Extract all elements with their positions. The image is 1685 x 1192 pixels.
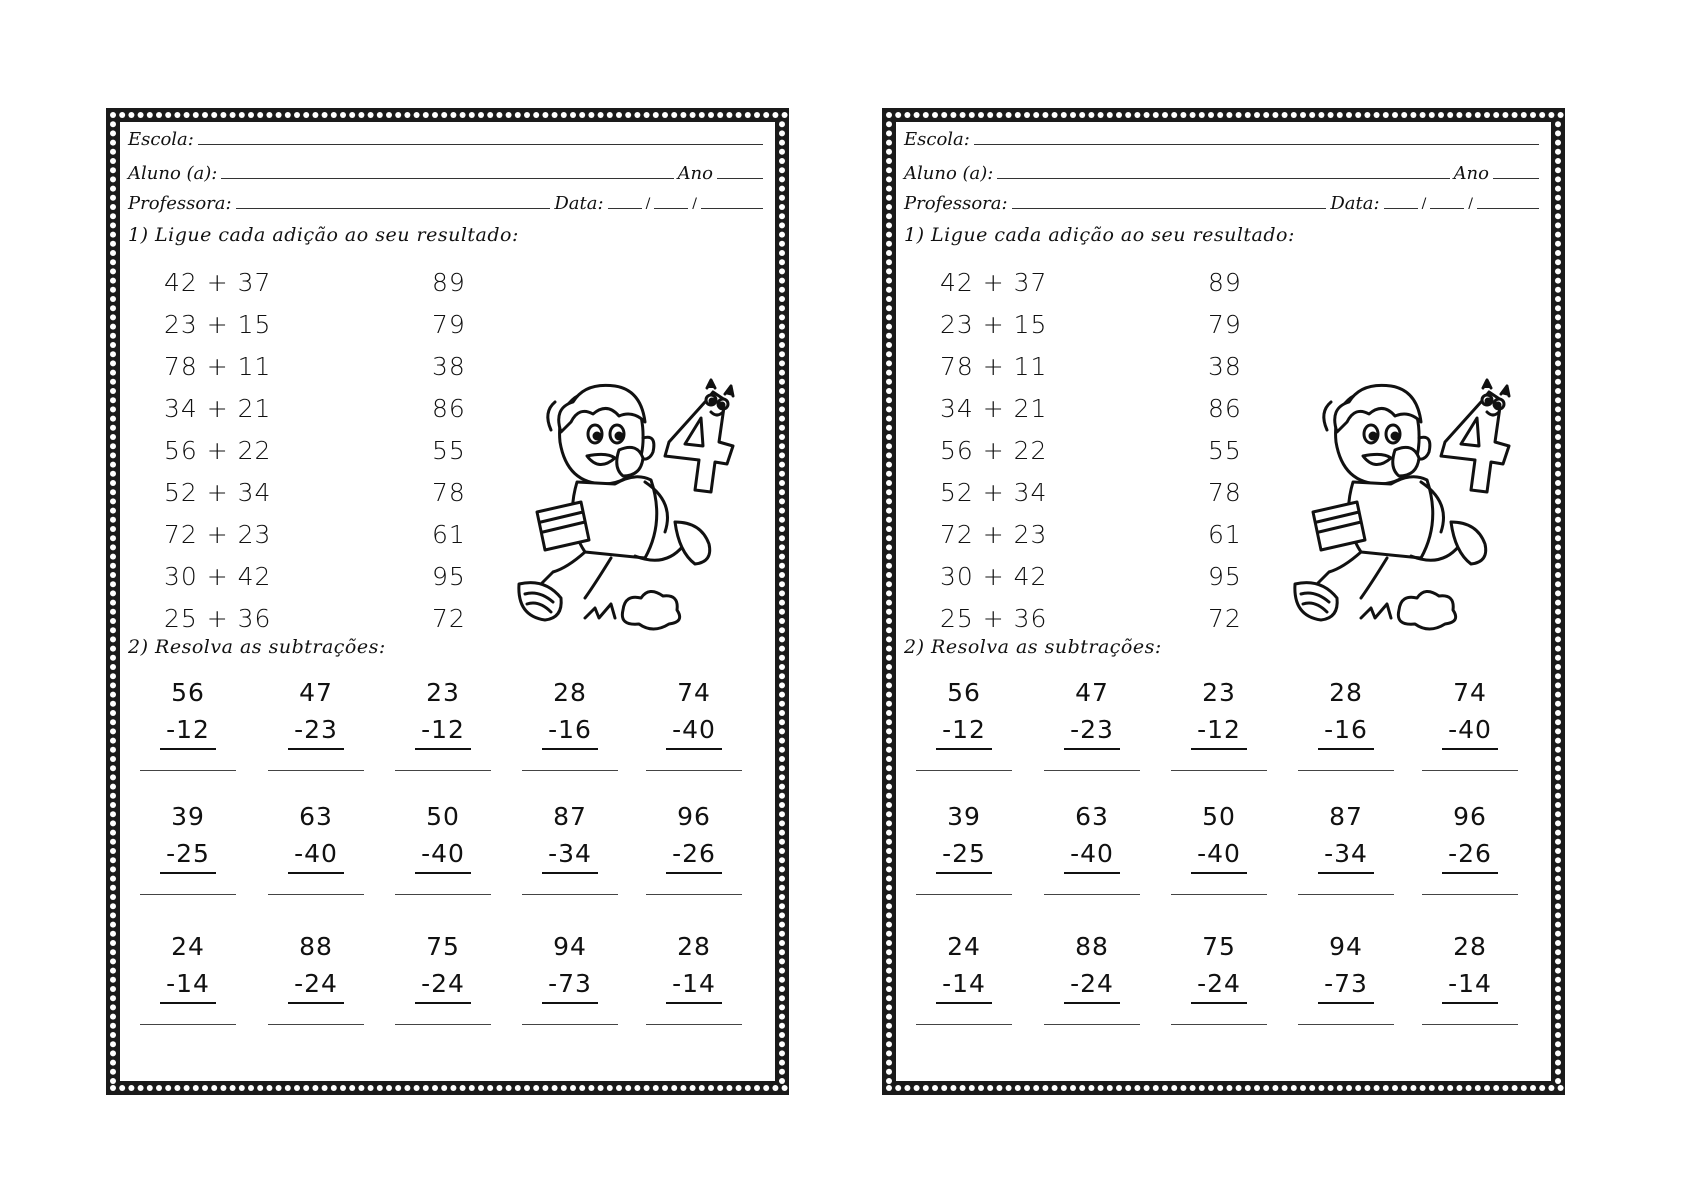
- minuend: 23: [1202, 678, 1236, 707]
- subtraction-problem: [1171, 674, 1267, 750]
- subtraction-problem: [1298, 798, 1394, 874]
- date-label: Data:: [1330, 193, 1380, 214]
- school-input-line[interactable]: [198, 144, 763, 145]
- student-label: Aluno (a):: [904, 163, 994, 184]
- addition-item[interactable]: 78 + 11: [164, 352, 272, 381]
- result-item[interactable]: 61: [1208, 520, 1242, 549]
- subtrahend: -26: [1442, 836, 1498, 874]
- minuend: 56: [171, 678, 205, 707]
- subtrahend: -40: [1442, 712, 1498, 750]
- addition-item[interactable]: 56 + 22: [940, 436, 1048, 465]
- worksheet-left: [106, 108, 789, 1095]
- subtraction-problem: [522, 798, 618, 874]
- results-column: [1208, 262, 1268, 640]
- school-label: Escola:: [904, 129, 970, 150]
- exercise1-instruction: 1) Ligue cada adição ao seu resultado:: [128, 224, 519, 246]
- result-item[interactable]: 95: [1208, 562, 1242, 591]
- subtraction-problem: [916, 674, 1012, 750]
- subtrahend: -34: [542, 836, 598, 874]
- minuend: 74: [677, 678, 711, 707]
- answer-line[interactable]: [268, 1024, 364, 1025]
- answer-line[interactable]: [1298, 1024, 1394, 1025]
- minuend: 24: [947, 932, 981, 961]
- student-field: [128, 156, 767, 184]
- result-item[interactable]: 86: [1208, 394, 1242, 423]
- subtrahend: -23: [288, 712, 344, 750]
- subtrahend: -25: [160, 836, 216, 874]
- minuend: 63: [1075, 802, 1109, 831]
- subtraction-problem: [140, 674, 236, 750]
- subtrahend: -73: [1318, 966, 1374, 1004]
- minuend: 88: [1075, 932, 1109, 961]
- minuend: 63: [299, 802, 333, 831]
- exercise2-instruction: 2) Resolva as subtrações:: [904, 636, 1162, 658]
- minuend: 75: [426, 932, 460, 961]
- teacher-field: [128, 186, 767, 214]
- answer-line[interactable]: [395, 770, 491, 771]
- result-item[interactable]: 38: [432, 352, 466, 381]
- subtraction-problem: [140, 928, 236, 1004]
- addition-item[interactable]: 25 + 36: [164, 604, 272, 633]
- subtraction-row: [916, 928, 1535, 1048]
- subtrahend: -24: [1064, 966, 1120, 1004]
- teacher-field: [904, 186, 1543, 214]
- answer-line[interactable]: [268, 894, 364, 895]
- subtraction-problem: [646, 928, 742, 1004]
- date-year-line[interactable]: [701, 208, 763, 209]
- minuend: 50: [1202, 802, 1236, 831]
- worksheet-right: [882, 108, 1565, 1095]
- subtraction-problem: [522, 674, 618, 750]
- subtrahend: -12: [415, 712, 471, 750]
- subtraction-problem: [1422, 928, 1518, 1004]
- minuend: 47: [1075, 678, 1109, 707]
- result-item[interactable]: 38: [1208, 352, 1242, 381]
- date-separator: /: [692, 196, 697, 212]
- subtrahend: -40: [1064, 836, 1120, 874]
- minuend: 39: [171, 802, 205, 831]
- answer-line[interactable]: [395, 1024, 491, 1025]
- student-label: Aluno (a):: [128, 163, 218, 184]
- minuend: 24: [171, 932, 205, 961]
- subtraction-problem: [395, 928, 491, 1004]
- minuend: 88: [299, 932, 333, 961]
- exercise1-instruction: 1) Ligue cada adição ao seu resultado:: [904, 224, 1295, 246]
- date-year-line[interactable]: [1477, 208, 1539, 209]
- minuend: 96: [677, 802, 711, 831]
- subtrahend: -12: [160, 712, 216, 750]
- minuend: 39: [947, 802, 981, 831]
- student-input-line[interactable]: [997, 178, 1449, 179]
- answer-line[interactable]: [646, 1024, 742, 1025]
- addition-item[interactable]: 34 + 21: [164, 394, 272, 423]
- exercise2-instruction: 2) Resolva as subtrações:: [128, 636, 386, 658]
- answer-line[interactable]: [522, 1024, 618, 1025]
- subtraction-row: [916, 674, 1535, 794]
- answer-line[interactable]: [646, 770, 742, 771]
- answer-line[interactable]: [1171, 1024, 1267, 1025]
- subtraction-problem: [646, 798, 742, 874]
- result-item[interactable]: 78: [432, 478, 466, 507]
- school-field: [128, 122, 767, 150]
- result-item[interactable]: 72: [432, 604, 466, 633]
- answer-line[interactable]: [522, 894, 618, 895]
- minuend: 87: [1329, 802, 1363, 831]
- school-input-line[interactable]: [974, 144, 1539, 145]
- student-field: [904, 156, 1543, 184]
- addition-item[interactable]: 72 + 23: [940, 520, 1048, 549]
- subtraction-problem: [1298, 928, 1394, 1004]
- result-item[interactable]: 86: [432, 394, 466, 423]
- subtrahend: -16: [542, 712, 598, 750]
- result-item[interactable]: 95: [432, 562, 466, 591]
- teacher-input-line[interactable]: [1012, 208, 1327, 209]
- boy-running-with-book-and-number-4-icon: [1291, 372, 1531, 642]
- year-label: Ano: [1453, 163, 1489, 184]
- result-item[interactable]: 79: [432, 310, 466, 339]
- minuend: 75: [1202, 932, 1236, 961]
- result-item[interactable]: 72: [1208, 604, 1242, 633]
- result-item[interactable]: 79: [1208, 310, 1242, 339]
- subtraction-problem: [916, 928, 1012, 1004]
- subtrahend: -40: [415, 836, 471, 874]
- addition-item[interactable]: 52 + 34: [164, 478, 272, 507]
- addition-item[interactable]: 23 + 15: [940, 310, 1048, 339]
- subtraction-problem: [1422, 674, 1518, 750]
- answer-line[interactable]: [1044, 1024, 1140, 1025]
- minuend: 94: [553, 932, 587, 961]
- date-day-line[interactable]: [1384, 208, 1418, 209]
- subtraction-problem: [1044, 928, 1140, 1004]
- subtrahend: -23: [1064, 712, 1120, 750]
- result-item[interactable]: 61: [432, 520, 466, 549]
- subtrahend: -40: [288, 836, 344, 874]
- subtraction-problem: [522, 928, 618, 1004]
- subtrahend: -34: [1318, 836, 1374, 874]
- year-label: Ano: [677, 163, 713, 184]
- subtrahend: -25: [936, 836, 992, 874]
- result-item[interactable]: 89: [432, 268, 466, 297]
- subtrahend: -12: [936, 712, 992, 750]
- subtraction-row: [140, 674, 759, 794]
- subtrahend: -16: [1318, 712, 1374, 750]
- minuend: 50: [426, 802, 460, 831]
- subtraction-problem: [395, 674, 491, 750]
- additions-column: [164, 262, 304, 640]
- school-label: Escola:: [128, 129, 194, 150]
- minuend: 96: [1453, 802, 1487, 831]
- addition-item[interactable]: 30 + 42: [940, 562, 1048, 591]
- result-item[interactable]: 78: [1208, 478, 1242, 507]
- subtraction-problem: [1044, 798, 1140, 874]
- subtrahend: -24: [1191, 966, 1247, 1004]
- date-separator: /: [1421, 196, 1427, 212]
- answer-line[interactable]: [140, 894, 236, 895]
- date-day-line[interactable]: [608, 208, 642, 209]
- subtraction-problem: [916, 798, 1012, 874]
- minuend: 74: [1453, 678, 1487, 707]
- minuend: 94: [1329, 932, 1363, 961]
- year-input-line[interactable]: [717, 178, 763, 179]
- date-month-line[interactable]: [1430, 208, 1464, 209]
- addition-item[interactable]: 30 + 42: [164, 562, 272, 591]
- subtrahend: -26: [666, 836, 722, 874]
- result-item[interactable]: 89: [1208, 268, 1242, 297]
- minuend: 87: [553, 802, 587, 831]
- subtrahend: -14: [936, 966, 992, 1004]
- subtrahend: -14: [1442, 966, 1498, 1004]
- answer-line[interactable]: [1044, 894, 1140, 895]
- subtraction-problem: [1044, 674, 1140, 750]
- addition-item[interactable]: 56 + 22: [164, 436, 272, 465]
- answer-line[interactable]: [646, 894, 742, 895]
- subtraction-problem: [1171, 928, 1267, 1004]
- subtrahend: -40: [666, 712, 722, 750]
- subtraction-problem: [140, 798, 236, 874]
- answer-line[interactable]: [140, 1024, 236, 1025]
- minuend: 28: [677, 932, 711, 961]
- subtrahend: -14: [160, 966, 216, 1004]
- subtrahend: -73: [542, 966, 598, 1004]
- minuend: 28: [1453, 932, 1487, 961]
- result-item[interactable]: 55: [1208, 436, 1242, 465]
- answer-line[interactable]: [395, 894, 491, 895]
- answer-line[interactable]: [916, 894, 1012, 895]
- date-month-line[interactable]: [654, 208, 688, 209]
- minuend: 56: [947, 678, 981, 707]
- answer-line[interactable]: [916, 1024, 1012, 1025]
- subtrahend: -14: [666, 966, 722, 1004]
- answer-line[interactable]: [522, 770, 618, 771]
- school-field: [904, 122, 1543, 150]
- addition-item[interactable]: 78 + 11: [940, 352, 1048, 381]
- addition-item[interactable]: 23 + 15: [164, 310, 272, 339]
- answer-line[interactable]: [1044, 770, 1140, 771]
- worksheet-content: [120, 122, 775, 1081]
- date-separator: /: [645, 196, 651, 212]
- answer-line[interactable]: [1171, 770, 1267, 771]
- subtrahend: -24: [288, 966, 344, 1004]
- minuend: 28: [1329, 678, 1363, 707]
- results-column: [432, 262, 492, 640]
- teacher-label: Professora:: [128, 193, 232, 214]
- addition-item[interactable]: 34 + 21: [940, 394, 1048, 423]
- addition-item[interactable]: 25 + 36: [940, 604, 1048, 633]
- answer-line[interactable]: [1171, 894, 1267, 895]
- subtrahend: -40: [1191, 836, 1247, 874]
- answer-line[interactable]: [1298, 894, 1394, 895]
- teacher-input-line[interactable]: [236, 208, 551, 209]
- additions-column: [940, 262, 1080, 640]
- boy-running-with-book-and-number-4-icon: [515, 372, 755, 642]
- subtraction-row: [916, 798, 1535, 918]
- date-label: Data:: [554, 193, 604, 214]
- addition-item[interactable]: 42 + 37: [164, 268, 272, 297]
- year-input-line[interactable]: [1493, 178, 1539, 179]
- date-separator: /: [1468, 196, 1473, 212]
- student-input-line[interactable]: [221, 178, 673, 179]
- minuend: 28: [553, 678, 587, 707]
- subtraction-row: [140, 798, 759, 918]
- subtrahend: -12: [1191, 712, 1247, 750]
- subtrahend: -24: [415, 966, 471, 1004]
- addition-item[interactable]: 42 + 37: [940, 268, 1048, 297]
- teacher-label: Professora:: [904, 193, 1008, 214]
- subtraction-problem: [1422, 798, 1518, 874]
- minuend: 23: [426, 678, 460, 707]
- subtraction-problem: [268, 928, 364, 1004]
- subtraction-problem: [268, 674, 364, 750]
- answer-line[interactable]: [268, 770, 364, 771]
- subtraction-problem: [1171, 798, 1267, 874]
- subtraction-problem: [646, 674, 742, 750]
- answer-line[interactable]: [140, 770, 236, 771]
- subtraction-problem: [1298, 674, 1394, 750]
- answer-line[interactable]: [1422, 894, 1518, 895]
- addition-item[interactable]: 52 + 34: [940, 478, 1048, 507]
- answer-line[interactable]: [1422, 770, 1518, 771]
- worksheet-content: [896, 122, 1551, 1081]
- subtraction-problem: [268, 798, 364, 874]
- minuend: 47: [299, 678, 333, 707]
- answer-line[interactable]: [1422, 1024, 1518, 1025]
- subtraction-problem: [395, 798, 491, 874]
- result-item[interactable]: 55: [432, 436, 466, 465]
- addition-item[interactable]: 72 + 23: [164, 520, 272, 549]
- subtraction-row: [140, 928, 759, 1048]
- answer-line[interactable]: [1298, 770, 1394, 771]
- answer-line[interactable]: [916, 770, 1012, 771]
